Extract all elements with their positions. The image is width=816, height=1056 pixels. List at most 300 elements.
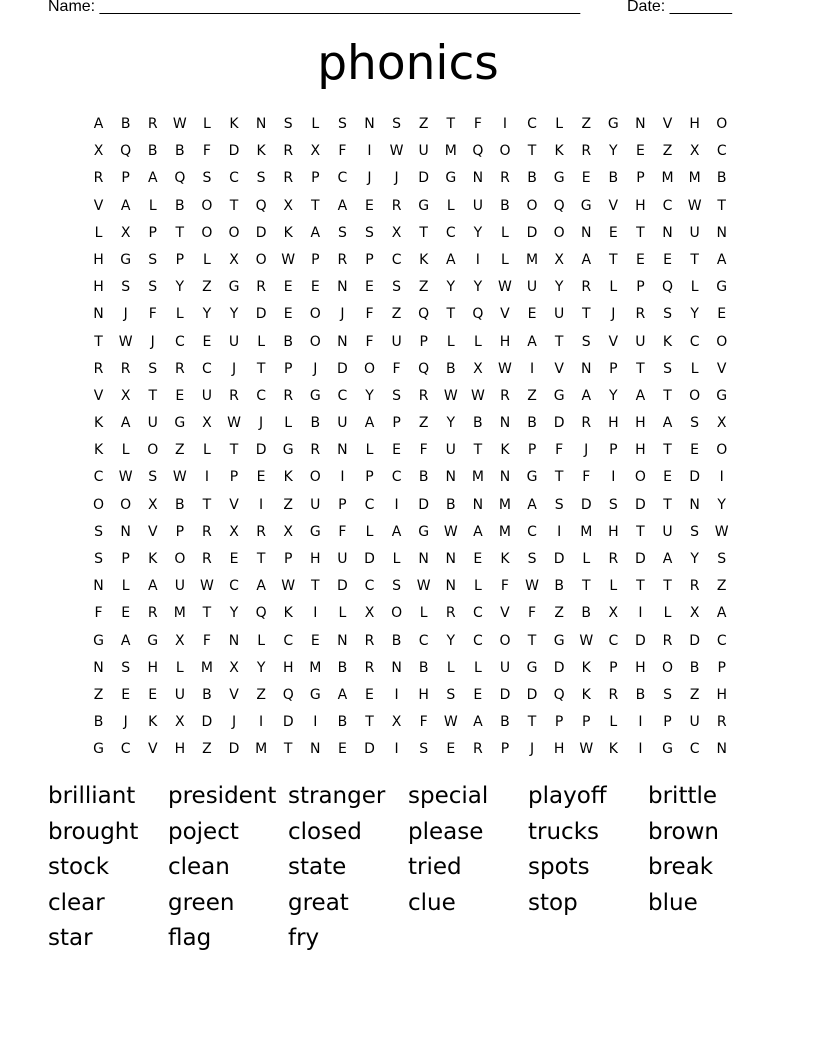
grid-letter[interactable]: O: [716, 333, 728, 350]
grid-letter[interactable]: V: [229, 496, 239, 513]
grid-letter[interactable]: F: [500, 578, 509, 595]
grid-letter[interactable]: X: [689, 143, 700, 160]
grid-letter[interactable]: Y: [690, 306, 699, 323]
grid-letter[interactable]: L: [121, 578, 130, 595]
grid-letter[interactable]: G: [553, 632, 565, 649]
grid-letter[interactable]: U: [554, 306, 565, 323]
grid-letter[interactable]: H: [608, 415, 619, 432]
grid-letter[interactable]: S: [717, 551, 727, 567]
grid-letter[interactable]: K: [581, 686, 591, 703]
grid-letter[interactable]: W: [281, 251, 296, 268]
grid-letter[interactable]: L: [690, 360, 699, 377]
grid-letter[interactable]: R: [418, 387, 429, 404]
grid-letter[interactable]: L: [203, 251, 211, 268]
grid-letter[interactable]: E: [121, 686, 131, 703]
grid-letter[interactable]: B: [175, 197, 185, 214]
grid-letter[interactable]: N: [337, 442, 348, 459]
grid-letter[interactable]: Y: [175, 279, 185, 296]
grid-letter[interactable]: W: [443, 387, 458, 404]
grid-letter[interactable]: R: [689, 578, 700, 595]
grid-letter[interactable]: S: [121, 279, 131, 296]
grid-letter[interactable]: C: [364, 496, 375, 513]
grid-letter[interactable]: X: [229, 523, 239, 540]
grid-letter[interactable]: G: [526, 659, 538, 676]
grid-letter[interactable]: N: [391, 659, 402, 676]
grid-letter[interactable]: U: [662, 523, 673, 540]
grid-letter[interactable]: K: [662, 333, 673, 350]
grid-letter[interactable]: B: [581, 605, 592, 622]
grid-letter[interactable]: E: [663, 469, 672, 486]
grid-letter[interactable]: H: [93, 279, 104, 296]
grid-letter[interactable]: M: [526, 251, 539, 268]
grid-letter[interactable]: P: [121, 551, 130, 567]
grid-letter[interactable]: C: [716, 143, 727, 160]
grid-letter[interactable]: D: [418, 496, 430, 513]
grid-letter[interactable]: E: [365, 686, 374, 703]
grid-letter[interactable]: O: [363, 360, 375, 377]
grid-letter[interactable]: O: [499, 632, 511, 649]
grid-letter[interactable]: O: [147, 442, 159, 459]
grid-letter[interactable]: K: [283, 469, 293, 486]
grid-letter[interactable]: D: [228, 741, 240, 758]
grid-letter[interactable]: X: [229, 251, 239, 268]
grid-letter[interactable]: R: [472, 741, 483, 758]
grid-letter[interactable]: B: [418, 659, 429, 676]
grid-letter[interactable]: L: [175, 659, 184, 676]
grid-letter[interactable]: K: [554, 143, 564, 160]
grid-letter[interactable]: H: [174, 741, 186, 758]
grid-letter[interactable]: N: [445, 551, 456, 567]
grid-letter[interactable]: M: [200, 659, 213, 676]
grid-letter[interactable]: T: [229, 442, 239, 459]
grid-letter[interactable]: L: [365, 442, 374, 459]
grid-letter[interactable]: A: [581, 251, 592, 268]
grid-letter[interactable]: E: [229, 551, 239, 567]
grid-letter[interactable]: R: [283, 387, 294, 404]
grid-letter[interactable]: Z: [662, 143, 673, 160]
grid-letter[interactable]: V: [147, 523, 158, 540]
grid-letter[interactable]: O: [93, 496, 105, 513]
grid-letter[interactable]: S: [148, 279, 158, 296]
grid-letter[interactable]: Z: [256, 686, 266, 703]
grid-letter[interactable]: M: [173, 605, 186, 622]
grid-letter[interactable]: T: [256, 551, 266, 567]
grid-letter[interactable]: O: [662, 659, 674, 676]
grid-letter[interactable]: M: [444, 143, 457, 160]
grid-letter[interactable]: J: [611, 306, 616, 323]
grid-letter[interactable]: B: [500, 197, 510, 214]
grid-letter[interactable]: T: [256, 360, 266, 377]
grid-letter[interactable]: X: [364, 605, 375, 622]
grid-letter[interactable]: M: [255, 741, 268, 758]
grid-letter[interactable]: O: [716, 442, 728, 459]
grid-letter[interactable]: R: [500, 387, 510, 404]
grid-letter[interactable]: D: [553, 659, 565, 676]
grid-letter[interactable]: Q: [255, 197, 267, 214]
grid-letter[interactable]: E: [256, 469, 266, 486]
grid-letter[interactable]: E: [365, 197, 374, 214]
grid-letter[interactable]: H: [635, 197, 646, 214]
grid-letter[interactable]: X: [689, 605, 700, 622]
grid-letter[interactable]: Q: [472, 143, 484, 160]
grid-letter[interactable]: B: [554, 578, 564, 595]
grid-letter[interactable]: G: [93, 632, 104, 649]
grid-letter[interactable]: M: [688, 170, 701, 187]
grid-letter[interactable]: R: [229, 387, 239, 404]
grid-letter[interactable]: L: [609, 578, 618, 595]
grid-letter[interactable]: T: [473, 442, 483, 459]
grid-letter[interactable]: P: [609, 659, 618, 676]
grid-letter[interactable]: C: [716, 632, 727, 649]
grid-letter[interactable]: S: [283, 116, 293, 132]
grid-letter[interactable]: R: [147, 116, 158, 132]
grid-letter[interactable]: P: [609, 442, 618, 459]
grid-letter[interactable]: E: [663, 251, 672, 268]
grid-letter[interactable]: H: [635, 659, 646, 676]
grid-letter[interactable]: K: [283, 224, 293, 241]
grid-letter[interactable]: J: [123, 714, 128, 731]
grid-letter[interactable]: L: [555, 116, 564, 132]
grid-letter[interactable]: O: [174, 551, 186, 567]
grid-letter[interactable]: S: [446, 686, 456, 703]
grid-letter[interactable]: N: [499, 415, 511, 432]
grid-letter[interactable]: R: [445, 605, 456, 622]
grid-letter[interactable]: W: [172, 469, 187, 486]
grid-letter[interactable]: C: [662, 197, 673, 214]
grid-letter[interactable]: N: [580, 360, 592, 377]
grid-letter[interactable]: E: [446, 741, 456, 758]
grid-letter[interactable]: T: [663, 387, 672, 404]
grid-letter[interactable]: H: [635, 442, 646, 459]
grid-letter[interactable]: E: [635, 251, 645, 268]
grid-letter[interactable]: U: [310, 496, 321, 513]
grid-letter[interactable]: W: [579, 741, 594, 758]
grid-letter[interactable]: Q: [120, 143, 132, 160]
grid-letter[interactable]: A: [527, 333, 537, 350]
grid-letter[interactable]: V: [93, 387, 104, 404]
grid-letter[interactable]: U: [472, 197, 483, 214]
grid-letter[interactable]: S: [121, 659, 131, 676]
grid-letter[interactable]: B: [473, 415, 483, 432]
grid-letter[interactable]: B: [527, 415, 537, 432]
grid-letter[interactable]: A: [391, 523, 402, 540]
grid-letter[interactable]: U: [391, 333, 402, 350]
grid-letter[interactable]: S: [365, 224, 374, 241]
grid-letter[interactable]: G: [309, 387, 321, 404]
grid-letter[interactable]: L: [419, 605, 428, 622]
grid-letter[interactable]: A: [716, 605, 727, 622]
grid-letter[interactable]: R: [364, 632, 375, 649]
grid-letter[interactable]: B: [120, 116, 131, 132]
grid-letter[interactable]: B: [391, 632, 402, 649]
grid-letter[interactable]: Y: [609, 387, 618, 404]
grid-letter[interactable]: L: [203, 442, 211, 459]
grid-letter[interactable]: O: [201, 224, 213, 241]
grid-letter[interactable]: E: [310, 279, 320, 296]
grid-letter[interactable]: T: [175, 224, 185, 241]
grid-letter[interactable]: V: [229, 686, 239, 703]
grid-letter[interactable]: A: [364, 415, 375, 432]
grid-letter[interactable]: N: [93, 306, 104, 323]
grid-letter[interactable]: E: [365, 279, 374, 296]
grid-letter[interactable]: W: [579, 632, 594, 649]
grid-letter[interactable]: S: [527, 551, 537, 567]
grid-letter[interactable]: B: [310, 415, 321, 432]
grid-letter[interactable]: T: [636, 224, 645, 241]
grid-letter[interactable]: R: [635, 306, 646, 323]
grid-letter[interactable]: L: [473, 578, 482, 595]
grid-letter[interactable]: J: [394, 170, 399, 187]
grid-letter[interactable]: S: [337, 224, 347, 241]
grid-letter[interactable]: L: [446, 659, 455, 676]
grid-letter[interactable]: N: [120, 523, 131, 540]
grid-letter[interactable]: P: [419, 333, 428, 350]
grid-letter[interactable]: E: [608, 224, 618, 241]
grid-letter[interactable]: X: [175, 632, 185, 649]
grid-letter[interactable]: R: [174, 360, 185, 377]
grid-letter[interactable]: W: [470, 387, 485, 404]
grid-letter[interactable]: Q: [255, 605, 267, 622]
grid-letter[interactable]: K: [581, 659, 591, 676]
grid-letter[interactable]: Y: [446, 279, 456, 296]
grid-letter[interactable]: R: [283, 143, 294, 160]
grid-letter[interactable]: B: [716, 170, 727, 187]
grid-letter[interactable]: U: [337, 415, 348, 432]
grid-letter[interactable]: C: [689, 741, 700, 758]
grid-letter[interactable]: K: [256, 143, 266, 160]
grid-letter[interactable]: D: [364, 551, 375, 567]
grid-letter[interactable]: O: [526, 197, 538, 214]
grid-letter[interactable]: L: [365, 523, 374, 540]
grid-letter[interactable]: R: [337, 251, 348, 268]
grid-letter[interactable]: D: [635, 632, 646, 649]
grid-letter[interactable]: D: [526, 686, 538, 703]
grid-letter[interactable]: H: [93, 251, 104, 268]
grid-letter[interactable]: A: [635, 387, 646, 404]
grid-letter[interactable]: I: [394, 496, 399, 513]
grid-letter[interactable]: Y: [690, 551, 699, 567]
grid-letter[interactable]: S: [392, 279, 402, 296]
grid-letter[interactable]: F: [338, 143, 347, 160]
grid-letter[interactable]: B: [147, 143, 158, 160]
grid-letter[interactable]: X: [175, 714, 185, 731]
grid-letter[interactable]: G: [309, 523, 321, 540]
grid-letter[interactable]: L: [203, 116, 211, 132]
grid-letter[interactable]: R: [391, 197, 402, 214]
grid-letter[interactable]: N: [337, 333, 348, 350]
grid-letter[interactable]: A: [147, 170, 158, 187]
grid-letter[interactable]: P: [527, 442, 537, 459]
grid-letter[interactable]: D: [228, 143, 240, 160]
grid-letter[interactable]: L: [284, 415, 293, 432]
grid-letter[interactable]: C: [283, 632, 294, 649]
grid-letter[interactable]: C: [174, 333, 185, 350]
grid-letter[interactable]: C: [337, 387, 348, 404]
grid-letter[interactable]: L: [121, 442, 130, 459]
grid-letter[interactable]: Y: [609, 143, 618, 160]
grid-letter[interactable]: G: [553, 170, 565, 187]
grid-letter[interactable]: C: [472, 632, 483, 649]
grid-letter[interactable]: D: [689, 632, 700, 649]
grid-letter[interactable]: S: [392, 578, 402, 595]
grid-letter[interactable]: T: [446, 306, 456, 323]
grid-letter[interactable]: W: [281, 578, 296, 595]
grid-letter[interactable]: B: [337, 659, 348, 676]
grid-letter[interactable]: I: [340, 469, 345, 486]
grid-letter[interactable]: T: [663, 496, 672, 513]
grid-letter[interactable]: P: [609, 360, 618, 377]
grid-letter[interactable]: D: [337, 578, 348, 595]
grid-letter[interactable]: N: [337, 279, 348, 296]
grid-letter[interactable]: X: [283, 197, 293, 214]
grid-letter[interactable]: C: [527, 116, 537, 132]
grid-letter[interactable]: H: [310, 551, 321, 567]
grid-letter[interactable]: C: [202, 360, 212, 377]
grid-letter[interactable]: E: [202, 333, 212, 350]
grid-letter[interactable]: S: [690, 415, 700, 432]
grid-letter[interactable]: K: [229, 116, 239, 132]
grid-letter[interactable]: N: [580, 224, 592, 241]
grid-letter[interactable]: Y: [256, 659, 266, 676]
grid-letter[interactable]: Y: [365, 387, 374, 404]
grid-letter[interactable]: L: [392, 551, 401, 567]
grid-letter[interactable]: F: [94, 605, 103, 622]
grid-letter[interactable]: C: [364, 578, 375, 595]
grid-letter[interactable]: A: [337, 197, 348, 214]
grid-letter[interactable]: H: [689, 116, 700, 132]
grid-letter[interactable]: U: [689, 714, 700, 731]
grid-letter[interactable]: N: [255, 116, 267, 132]
grid-letter[interactable]: T: [311, 197, 320, 214]
grid-letter[interactable]: O: [634, 469, 646, 486]
letter-grid[interactable]: [85, 114, 735, 767]
grid-letter[interactable]: F: [338, 523, 347, 540]
grid-letter[interactable]: S: [337, 116, 347, 132]
grid-letter[interactable]: S: [392, 116, 402, 132]
grid-letter[interactable]: Y: [717, 496, 726, 513]
grid-letter[interactable]: G: [147, 632, 159, 649]
grid-letter[interactable]: F: [365, 333, 374, 350]
grid-letter[interactable]: K: [283, 605, 293, 622]
grid-letter[interactable]: R: [662, 632, 673, 649]
grid-letter[interactable]: L: [338, 605, 347, 622]
grid-letter[interactable]: Z: [283, 496, 293, 513]
grid-letter[interactable]: V: [93, 197, 104, 214]
grid-letter[interactable]: V: [554, 360, 564, 377]
grid-letter[interactable]: X: [120, 387, 131, 404]
grid-letter[interactable]: T: [527, 143, 537, 160]
grid-letter[interactable]: R: [256, 279, 266, 296]
grid-letter[interactable]: H: [418, 686, 429, 703]
grid-letter[interactable]: K: [500, 442, 510, 459]
grid-letter[interactable]: A: [445, 251, 456, 268]
grid-letter[interactable]: S: [608, 496, 618, 513]
grid-letter[interactable]: D: [689, 469, 700, 486]
grid-letter[interactable]: G: [282, 442, 294, 459]
grid-letter[interactable]: E: [392, 442, 401, 459]
grid-letter[interactable]: V: [147, 741, 158, 758]
grid-letter[interactable]: P: [636, 279, 645, 296]
grid-letter[interactable]: W: [118, 333, 133, 350]
grid-letter[interactable]: B: [93, 714, 104, 731]
grid-letter[interactable]: T: [554, 469, 564, 486]
grid-letter[interactable]: C: [93, 469, 104, 486]
grid-letter[interactable]: C: [689, 333, 700, 350]
grid-letter[interactable]: W: [443, 523, 458, 540]
grid-letter[interactable]: R: [93, 360, 104, 377]
grid-letter[interactable]: G: [716, 387, 728, 404]
grid-letter[interactable]: S: [148, 469, 158, 486]
grid-letter[interactable]: D: [282, 714, 294, 731]
grid-letter[interactable]: Z: [527, 387, 537, 404]
grid-letter[interactable]: A: [473, 714, 483, 731]
grid-letter[interactable]: L: [582, 551, 591, 567]
grid-letter[interactable]: R: [581, 415, 592, 432]
grid-letter[interactable]: R: [364, 659, 375, 676]
grid-letter[interactable]: E: [717, 306, 727, 323]
grid-letter[interactable]: P: [365, 251, 374, 268]
grid-letter[interactable]: I: [394, 741, 399, 758]
grid-letter[interactable]: O: [391, 605, 403, 622]
grid-letter[interactable]: N: [472, 170, 484, 187]
grid-letter[interactable]: Z: [202, 741, 212, 758]
grid-letter[interactable]: L: [257, 333, 266, 350]
grid-letter[interactable]: F: [148, 306, 157, 323]
grid-letter[interactable]: G: [309, 686, 321, 703]
grid-letter[interactable]: B: [202, 686, 212, 703]
grid-letter[interactable]: R: [716, 714, 727, 731]
grid-letter[interactable]: Q: [662, 279, 674, 296]
grid-letter[interactable]: L: [446, 197, 455, 214]
grid-letter[interactable]: W: [525, 578, 539, 595]
grid-letter[interactable]: Z: [418, 116, 429, 132]
grid-letter[interactable]: L: [501, 251, 509, 268]
grid-letter[interactable]: U: [147, 415, 158, 432]
grid-letter[interactable]: T: [663, 578, 672, 595]
grid-letter[interactable]: S: [581, 333, 591, 350]
grid-letter[interactable]: S: [663, 686, 672, 703]
grid-letter[interactable]: T: [148, 387, 158, 404]
grid-letter[interactable]: Q: [174, 170, 186, 187]
grid-letter[interactable]: W: [200, 578, 214, 595]
grid-letter[interactable]: F: [392, 360, 401, 377]
grid-letter[interactable]: A: [662, 551, 673, 567]
grid-letter[interactable]: E: [175, 387, 185, 404]
grid-letter[interactable]: O: [201, 197, 213, 214]
grid-letter[interactable]: Q: [553, 686, 565, 703]
grid-letter[interactable]: Z: [418, 415, 429, 432]
grid-letter[interactable]: E: [283, 306, 293, 323]
grid-letter[interactable]: H: [147, 659, 158, 676]
grid-letter[interactable]: J: [584, 442, 589, 459]
grid-letter[interactable]: A: [256, 578, 266, 595]
grid-letter[interactable]: I: [611, 469, 616, 486]
grid-letter[interactable]: B: [445, 360, 456, 377]
grid-letter[interactable]: I: [475, 251, 480, 268]
grid-letter[interactable]: E: [527, 306, 537, 323]
grid-letter[interactable]: C: [391, 251, 402, 268]
grid-letter[interactable]: J: [231, 360, 237, 377]
grid-letter[interactable]: J: [313, 360, 318, 377]
grid-letter[interactable]: G: [93, 741, 104, 758]
grid-letter[interactable]: F: [419, 442, 428, 459]
grid-letter[interactable]: C: [229, 170, 239, 187]
grid-letter[interactable]: C: [229, 578, 239, 595]
grid-letter[interactable]: A: [147, 578, 158, 595]
grid-letter[interactable]: S: [148, 251, 158, 268]
grid-letter[interactable]: X: [716, 415, 727, 432]
grid-letter[interactable]: T: [636, 360, 645, 377]
